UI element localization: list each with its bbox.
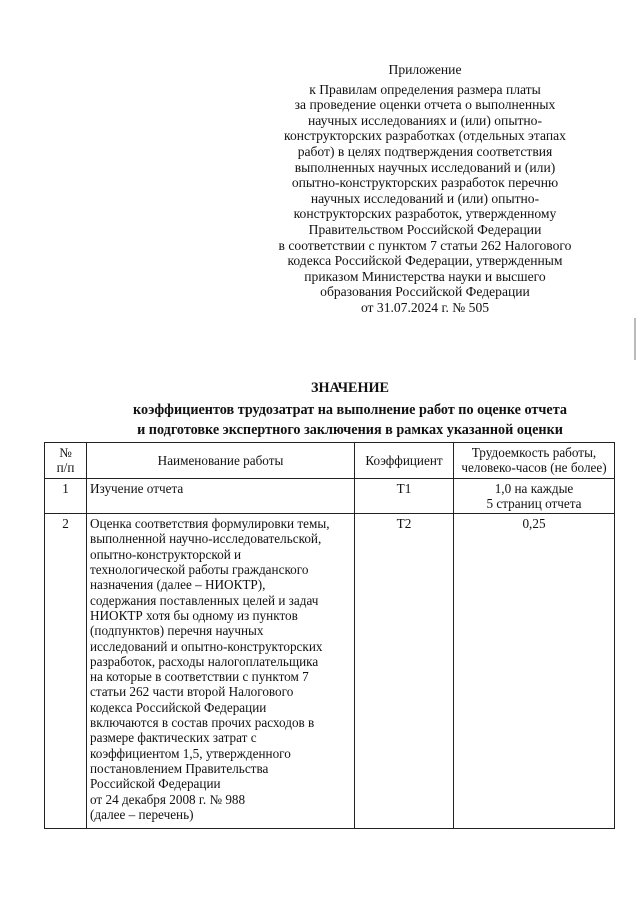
row-number: 1 <box>45 478 87 514</box>
document-heading <box>90 378 610 440</box>
row-work-name: Оценка соответствия формулировки темы, выполненной научно-исследовательской, опытно-конструкторской и технологической работы гражданского назначения (далее – НИОКТР), содержания поставленных целей и задач НИОКТР хотя бы одному из пунктов (подпунктов) перечня научных исследований и опытно-конструкторских разработок, расходы налогоплательщика на которые в соответствии с пунктом 7 статьи 262 части второй Налогового кодекса Российской Федерации включаются в состав прочих расходов в размере фактических затрат с коэффициентом 1,5, утвержденного постановлением Правительства Российской Федерации от 24 декабря 2008 г. № 988 (далее – перечень) <box>87 514 355 829</box>
header-coefficient: Коэффициент <box>355 443 454 479</box>
row-labor: 0,25 <box>454 514 615 829</box>
scan-edge-mark <box>634 318 636 360</box>
appendix-line: выполненных научных исследований и (или) <box>294 159 556 175</box>
appendix-line: опытно-конструкторских разработок перечню <box>291 175 559 191</box>
appendix-line: от 31.07.2024 г. № 505 <box>360 299 490 315</box>
appendix-line: конструкторских разработках (отдельных этапах <box>284 128 566 144</box>
row-coefficient: Т2 <box>355 514 454 829</box>
appendix-line: Правительством Российской Федерации <box>308 221 542 237</box>
appendix-title: Приложение <box>388 62 462 77</box>
appendix-line: научных исследованиях и (или) опытно- <box>307 112 543 128</box>
appendix-line: кодекса Российской Федерации, утвержденным <box>287 253 563 269</box>
header-work-name: Наименование работы <box>87 443 355 479</box>
header-labor: Трудоемкость работы, человеко-часов (не более) <box>454 443 615 479</box>
heading-line-1: коэффициентов трудозатрат на выполнение работ по оценке отчета <box>133 402 567 418</box>
header-number: № п/п <box>45 443 87 479</box>
row-labor: 1,0 на каждые 5 страниц отчета <box>454 478 615 514</box>
table-header-row <box>45 443 615 479</box>
heading-line-2: и подготовке экспертного заключения в рамках указанной оценки <box>137 422 563 438</box>
appendix-line: к Правилам определения размера платы <box>309 81 541 97</box>
heading-title: ЗНАЧЕНИЕ <box>310 380 390 396</box>
appendix-line: приказом Министерства науки и высшего <box>304 268 546 284</box>
appendix-line: за проведение оценки отчета о выполненных <box>294 97 556 113</box>
table-row <box>45 478 615 514</box>
appendix-line: в соответствии с пунктом 7 статьи 262 Налогового <box>278 237 572 253</box>
coefficients-table <box>44 442 615 829</box>
appendix-line: образования Российской Федерации <box>320 284 530 300</box>
appendix-line: научных исследований и (или) опытно- <box>310 190 540 206</box>
row-work-name: Изучение отчета <box>87 478 355 514</box>
appendix-line: конструкторских разработок, утвержденному <box>293 206 557 222</box>
appendix-block <box>250 62 600 316</box>
table-row <box>45 514 615 829</box>
appendix-line: работ) в целях подтверждения соответствия <box>297 143 553 159</box>
row-number: 2 <box>45 514 87 829</box>
row-coefficient: Т1 <box>355 478 454 514</box>
